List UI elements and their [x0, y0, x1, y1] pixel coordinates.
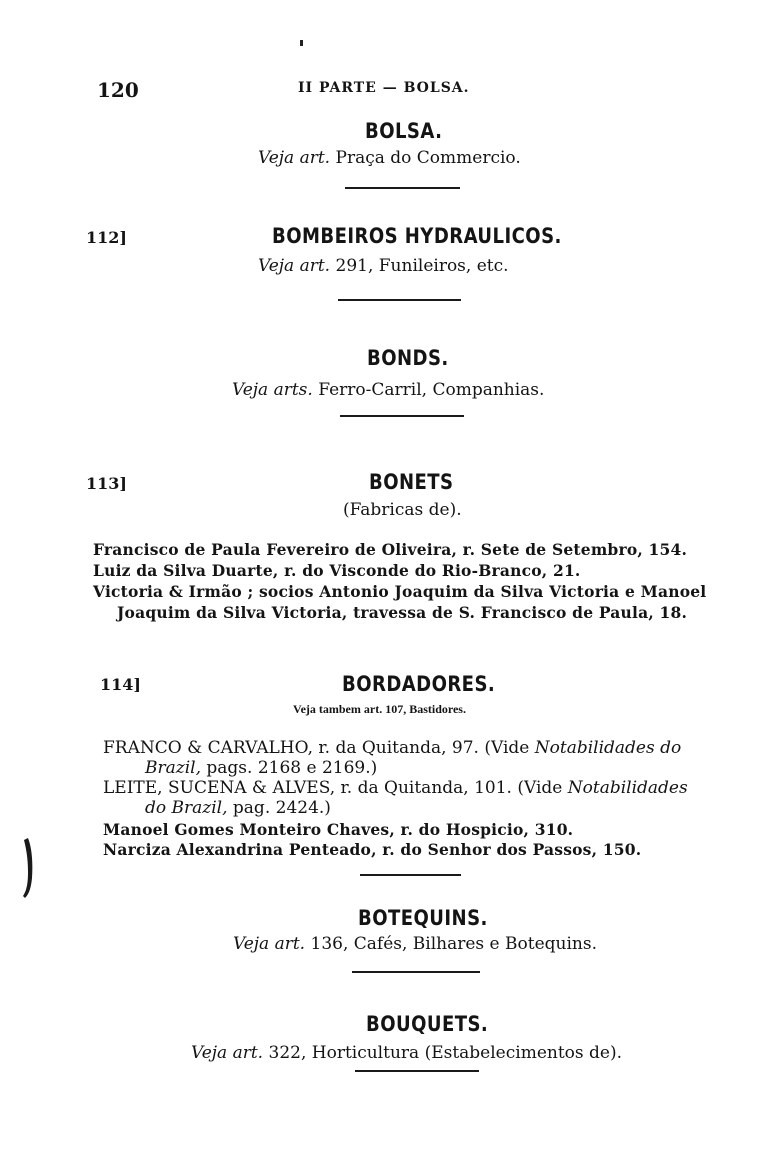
list-item: Francisco de Paula Fevereiro de Oliveira, r. Sete de Setembro, 154. — [93, 540, 688, 559]
list-item — [145, 758, 377, 778]
section-divider — [355, 1070, 479, 1072]
section-divider — [352, 971, 480, 973]
page-number: 120 — [97, 78, 139, 102]
list-item — [103, 778, 688, 798]
heading-bombeiros: BOMBEIROS HYDRAULICOS. — [272, 224, 562, 248]
section-divider — [345, 187, 460, 189]
entry-italic: Notabilidades do — [534, 738, 682, 758]
ref-bonds — [232, 380, 544, 400]
veja-label: Veja art. — [191, 1043, 264, 1063]
entry-italic: Brazil, — [145, 758, 201, 778]
running-head: II PARTE — BOLSA. — [298, 80, 470, 96]
heading-bonds: BONDS. — [367, 346, 449, 370]
ref-bolsa — [258, 148, 521, 168]
ref-text: Praça do Commercio. — [335, 148, 521, 168]
ref-text: 136, Cafés, Bilhares e Botequins. — [310, 934, 597, 954]
list-item: Manoel Gomes Monteiro Chaves, r. do Hospicio, 310. — [103, 820, 574, 839]
list-item: Joaquim da Silva Victoria, travessa de S. Francisco de Paula, 18. — [117, 603, 688, 622]
article-number: 114] — [100, 675, 141, 694]
see-also-bordadores: Veja tambem art. 107, Bastidores. — [293, 702, 466, 716]
section-divider — [360, 874, 461, 876]
section-divider — [340, 415, 464, 417]
heading-bonets: BONETS — [369, 470, 454, 494]
veja-label: Veja art. — [258, 256, 331, 276]
ref-text: Ferro-Carril, Companhias. — [318, 380, 545, 400]
entry-text: LEITE, SUCENA & ALVES, r. da Quitanda, 101. (Vide — [103, 778, 568, 798]
article-number: 112] — [86, 228, 127, 247]
veja-label: Veja art. — [233, 934, 306, 954]
ref-bombeiros — [258, 256, 509, 276]
ref-botequins — [233, 934, 597, 954]
list-item — [103, 738, 681, 758]
list-item: Luiz da Silva Duarte, r. do Visconde do Rio-Branco, 21. — [93, 561, 581, 580]
subheading-bonets: (Fabricas de). — [343, 500, 462, 520]
entry-italic: do Brazil, — [145, 798, 228, 818]
margin-binding-mark — [22, 838, 34, 898]
section-divider — [338, 299, 461, 301]
list-item: Narciza Alexandrina Penteado, r. do Senhor dos Passos, 150. — [103, 840, 642, 859]
article-number: 113] — [86, 474, 127, 493]
veja-label: Veja art. — [258, 148, 331, 168]
ref-bouquets — [191, 1043, 622, 1063]
entry-text: pags. 2168 e 2169.) — [201, 758, 378, 778]
veja-label: Veja arts. — [232, 380, 313, 400]
ref-text: 322, Horticultura (Estabelecimentos de). — [268, 1043, 622, 1063]
ref-text: 291, Funileiros, etc. — [335, 256, 509, 276]
list-item: Victoria & Irmão ; socios Antonio Joaquim da Silva Victoria e Manoel — [93, 582, 707, 601]
printer-ornament — [300, 40, 303, 46]
heading-bouquets: BOUQUETS. — [366, 1012, 489, 1036]
heading-bolsa: BOLSA. — [365, 119, 443, 143]
heading-botequins: BOTEQUINS. — [358, 906, 488, 930]
entry-italic: Notabilidades — [567, 778, 688, 798]
entry-text: pag. 2424.) — [227, 798, 331, 818]
heading-bordadores: BORDADORES. — [342, 672, 496, 696]
list-item — [145, 798, 331, 818]
entry-text: FRANCO & CARVALHO, r. da Quitanda, 97. (Vide — [103, 738, 535, 758]
